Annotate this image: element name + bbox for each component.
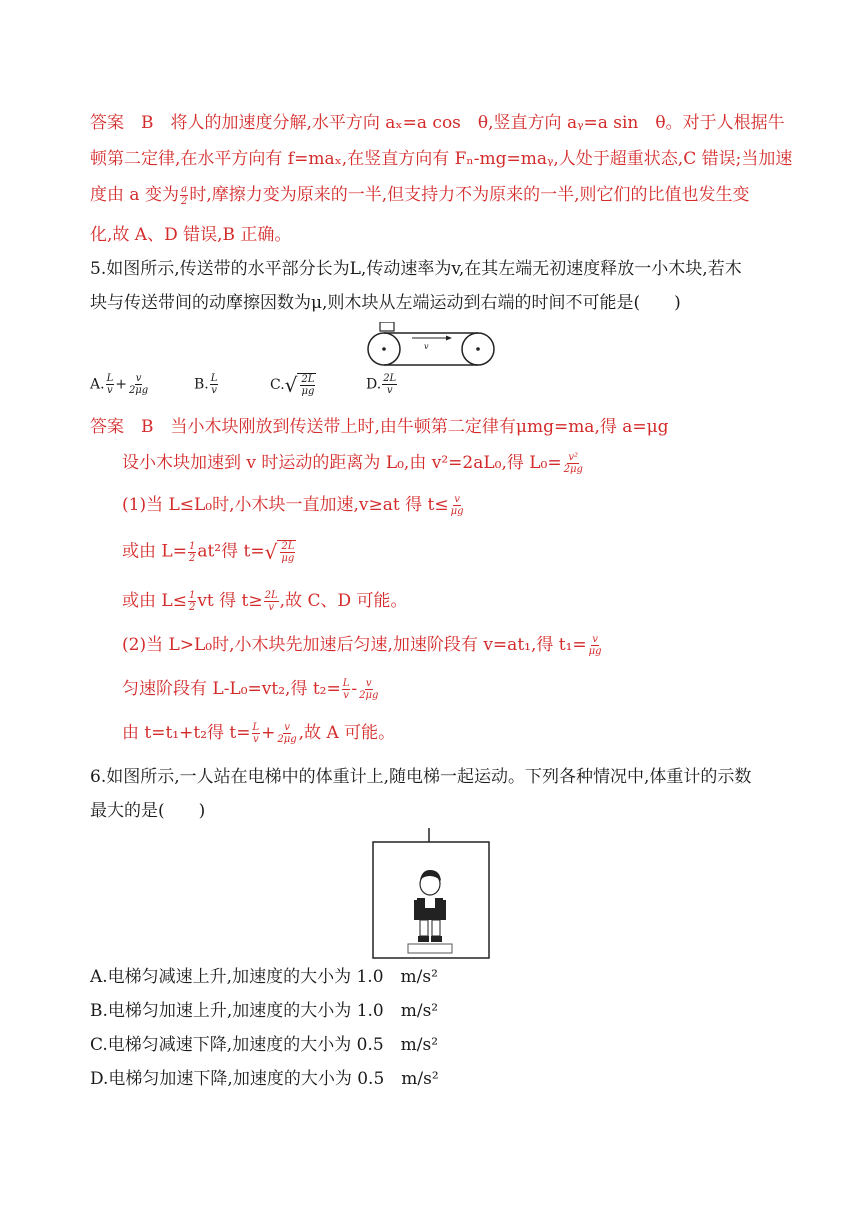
answer5-line5: 或由 L≤ $\frac{1}{2}$ vt 得 t≥ $\frac{2L}{v}$ ,故 C、D 可能。 xyxy=(122,590,408,613)
answer5-line6: (2)当 L>L₀时,小木块先加速后匀速,加速阶段有 v=at₁,得 t₁= $\frac{v}{\mu g}$ xyxy=(122,634,602,657)
answer4-line3-text-b: 时,摩擦力变为原来的一半,但支持力不为原来的一半,则它们的比值也发生变 xyxy=(189,185,750,205)
answer4-line2: 顿第二定律,在水平方向有 f=maₓ,在竖直方向有 Fₙ-mg=maᵧ,人处于超重状态,C 错误;当加速 xyxy=(90,149,793,169)
question5-line2: 块与传送带间的动摩擦因数为μ,则木块从左端运动到右端的时间不可能是( ) xyxy=(90,293,681,313)
elevator-diagram xyxy=(370,828,492,960)
fraction: $\frac{a}{2}$ xyxy=(180,184,188,207)
question6-line2: 最大的是( ) xyxy=(90,801,206,821)
choice-d: D. $\frac{2L}{v}$ xyxy=(366,373,397,396)
choice-c: C. √ $\frac{2L}{\mu g}$ xyxy=(270,373,315,397)
wooden-block xyxy=(380,322,394,331)
choice-b: B. $\frac{L}{v}$ xyxy=(194,373,218,396)
answer5-line7: 匀速阶段有 L-L₀=vt₂,得 t₂= $\frac{L}{v}$ - $\frac{v}{2\mu g}$ xyxy=(122,678,379,701)
choice-a: A. $\frac{L}{v}$ + $\frac{v}{2\mu g}$ xyxy=(90,373,149,396)
answer4-line3-text-a: 度由 a 变为 xyxy=(90,185,179,205)
answer4-line3 xyxy=(90,184,750,207)
person-icon xyxy=(414,870,446,942)
belt-velocity-label: v xyxy=(424,342,429,351)
option-a: A.电梯匀减速上升,加速度的大小为 1.0 m/s² xyxy=(90,967,438,987)
question6-line1: 6.如图所示,一人站在电梯中的体重计上,随电梯一起运动。下列各种情况中,体重计的示数 xyxy=(90,767,752,787)
question5-line1: 5.如图所示,传送带的水平部分长为L,传动速率为v,在其左端无初速度释放一小木块,若木 xyxy=(90,259,742,279)
answer5-line4: 或由 L= $\frac{1}{2}$ at²得 t= √ $\frac{2L}{\mu g}$ xyxy=(122,540,295,564)
answer5-line2: 设小木块加速到 v 时运动的距离为 L₀,由 v²=2aL₀,得 L₀= $\frac{\text{v²}}{2\mu g}$ xyxy=(122,452,583,475)
answer5-line3: (1)当 L≤L₀时,小木块一直加速,v≥at 得 t≤ $\frac{v}{\mu g}$ xyxy=(122,494,464,517)
answer5-line8: 由 t=t₁+t₂得 t= $\frac{L}{v}$ + $\frac{v}{2\mu g}$ ,故 A 可能。 xyxy=(122,722,396,745)
conveyor-belt-diagram xyxy=(366,322,498,368)
answer5-line1: 答案 B 当小木块刚放到传送带上时,由牛顿第二定律有μmg=ma,得 a=μg xyxy=(90,417,669,437)
scale xyxy=(408,944,452,953)
answer4-line1: 答案 B 将人的加速度分解,水平方向 aₓ=a cos θ,竖直方向 aᵧ=a sin θ。对于人根据牛 xyxy=(90,113,785,133)
option-c: C.电梯匀减速下降,加速度的大小为 0.5 m/s² xyxy=(90,1035,439,1055)
option-d: D.电梯匀加速下降,加速度的大小为 0.5 m/s² xyxy=(90,1069,439,1089)
option-b: B.电梯匀加速上升,加速度的大小为 1.0 m/s² xyxy=(90,1001,439,1021)
answer4-line4: 化,故 A、D 错误,B 正确。 xyxy=(90,225,292,245)
